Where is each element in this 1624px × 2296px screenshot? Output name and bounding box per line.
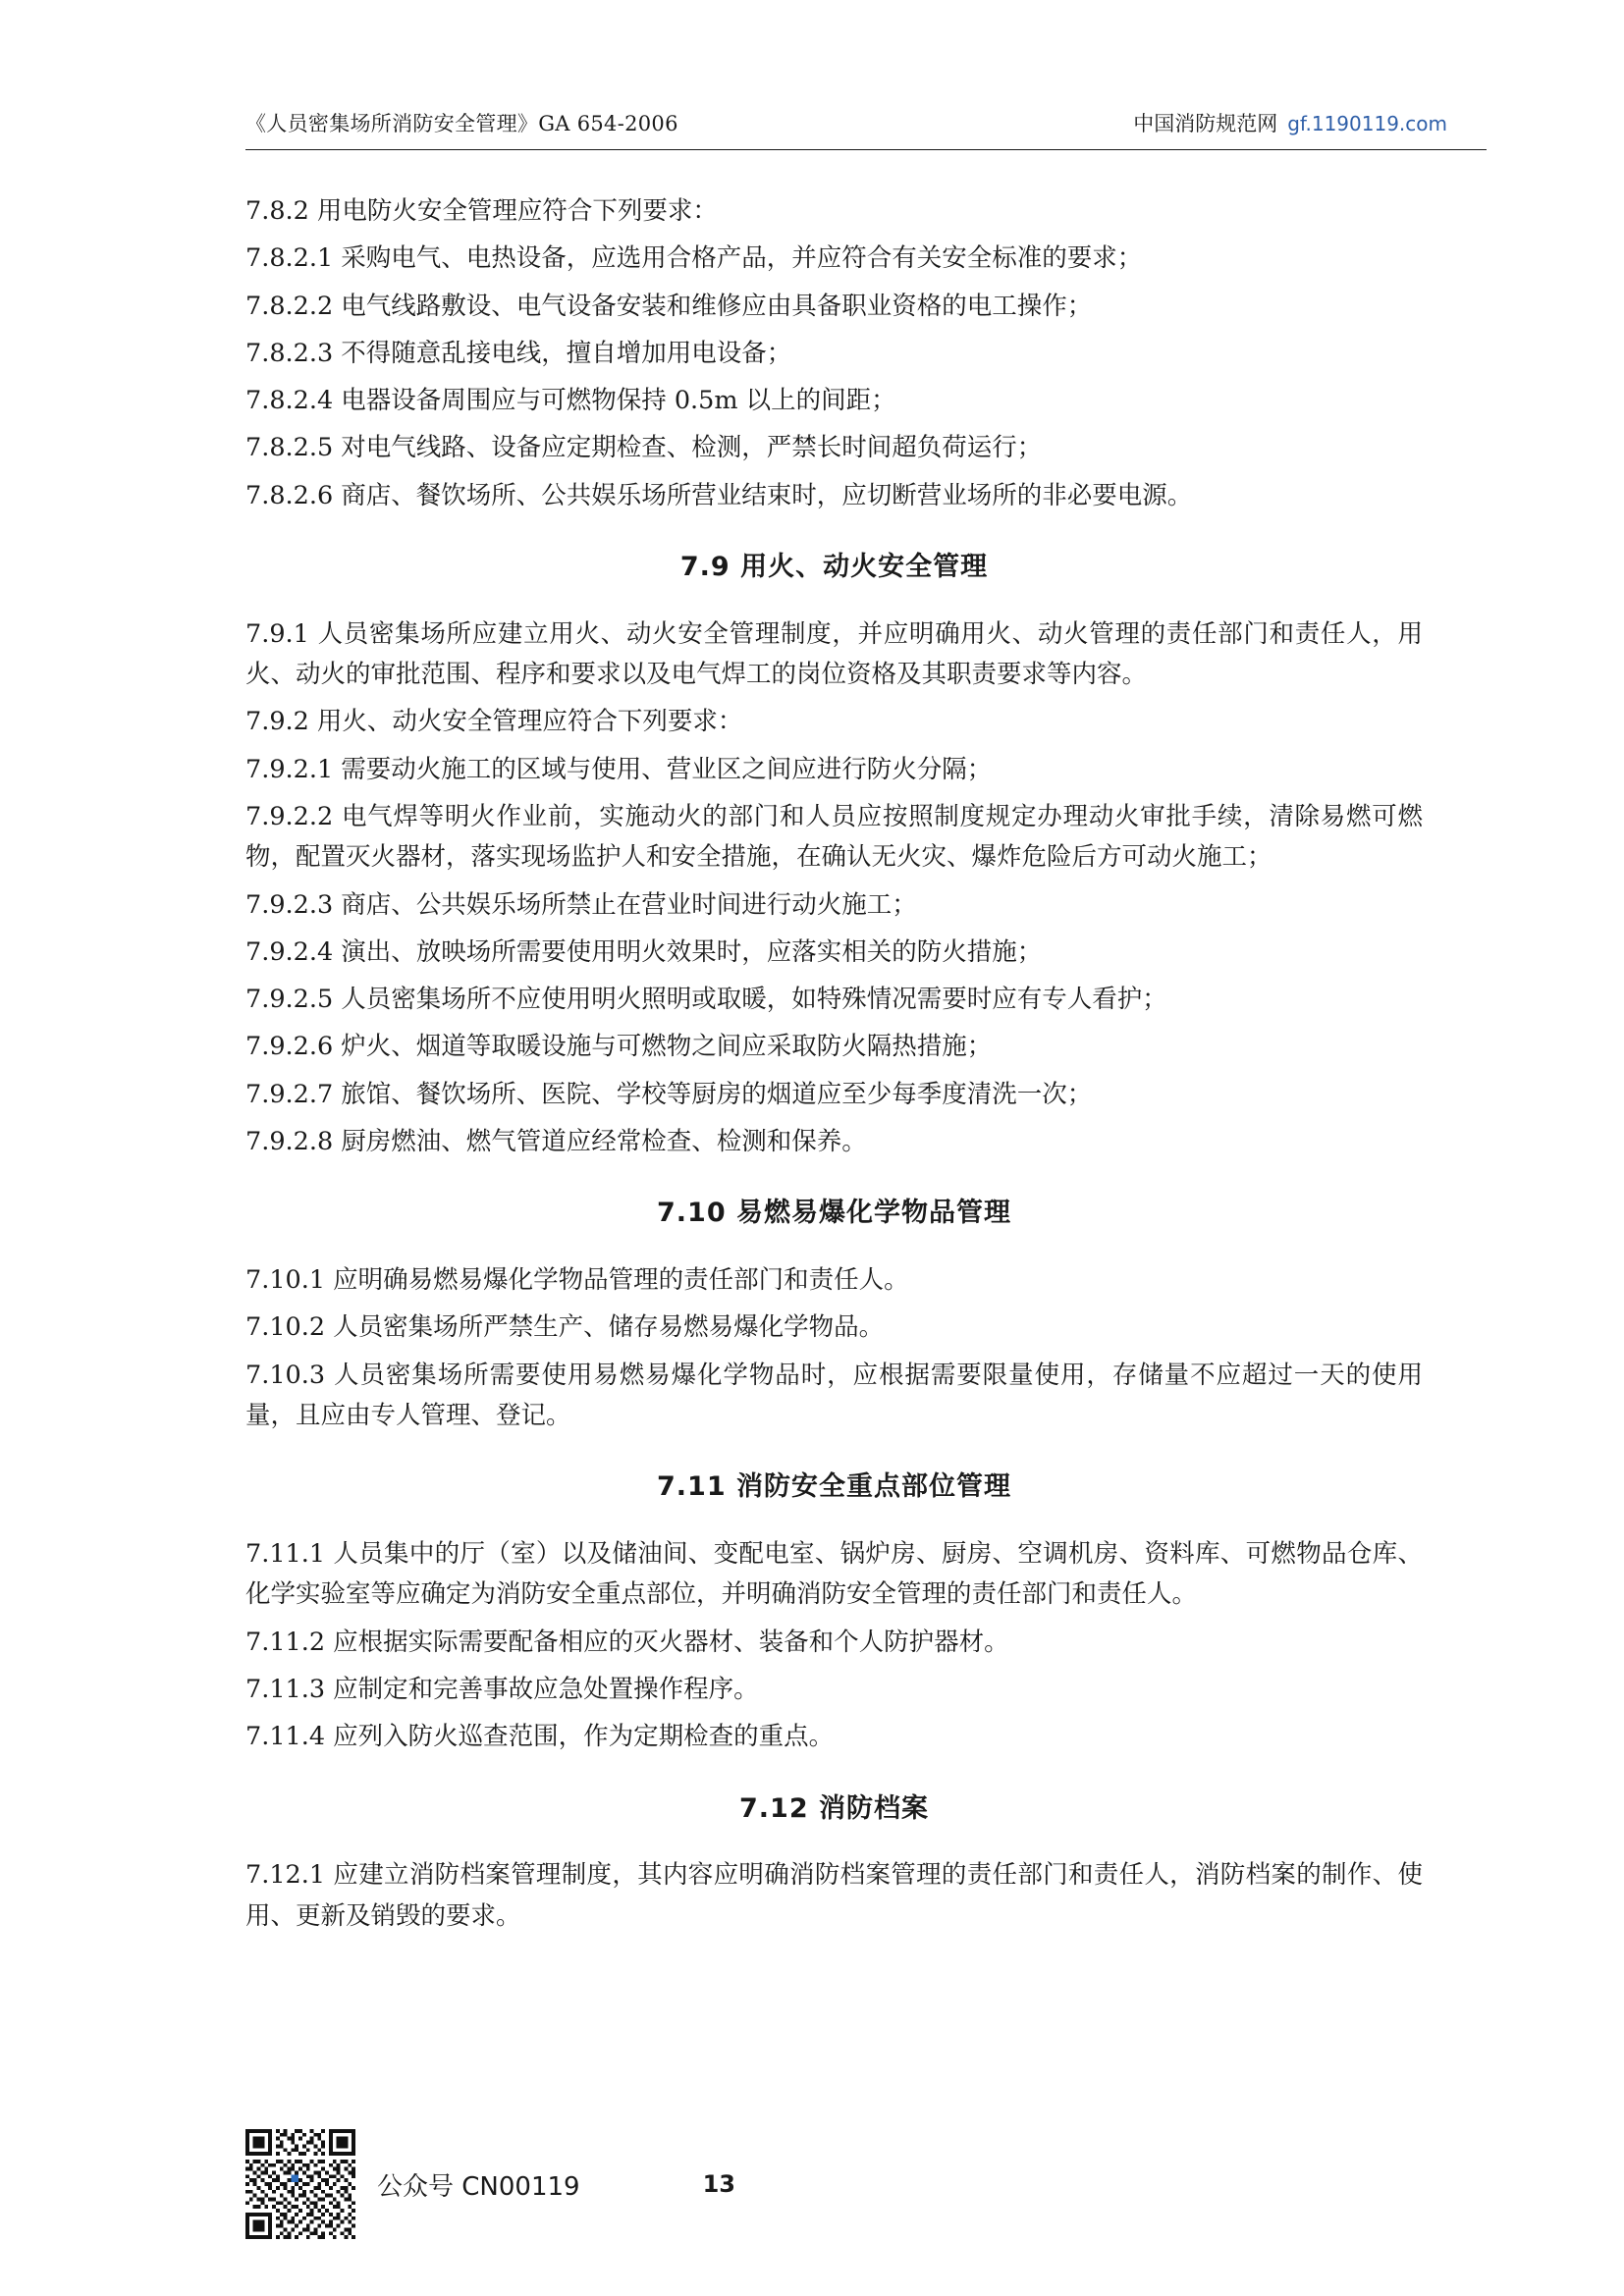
clause-text: 电器设备周围应与可燃物保持 0.5m 以上的间距； <box>341 386 896 416</box>
clause-text: 不得随意乱接电线，擅自增加用电设备； <box>341 338 792 368</box>
clause-text: 用火、动火安全管理应符合下列要求： <box>316 707 743 737</box>
clause-number: 7.9.2.6 <box>245 1032 334 1062</box>
clause-number: 7.9.2.5 <box>245 985 334 1015</box>
clause-number: 7.10.3 <box>245 1360 326 1390</box>
clause-7-9-2-6 <box>245 1027 1423 1067</box>
clause-7-11-1 <box>245 1534 1423 1616</box>
clause-text: 人员密集场所应建立用火、动火安全管理制度，并应明确用火、动火管理的责任部门和责任人，用火、动火的审批范围、程序和要求以及电气焊工的岗位资格及其职责要求等内容。 <box>245 618 1423 690</box>
clause-7-8-2-6 <box>245 476 1423 516</box>
clause-7-9-1 <box>245 614 1423 696</box>
clause-number: 7.11.4 <box>245 1722 326 1752</box>
clause-7-8-2-1 <box>245 239 1423 279</box>
clause-number: 7.12.1 <box>245 1860 326 1891</box>
clause-text: 对电气线路、设备应定期检查、检测，严禁长时间超负荷运行； <box>341 433 1043 463</box>
clause-7-8-2-3 <box>245 334 1423 374</box>
clause-7-10-1 <box>245 1260 1423 1301</box>
clause-number: 7.9.1 <box>245 618 309 649</box>
clause-text: 人员密集场所严禁生产、储存易燃易爆化学物品。 <box>333 1312 885 1343</box>
clause-7-9-2-2 <box>245 797 1423 879</box>
clause-7-8-2-5 <box>245 428 1423 468</box>
clause-text: 用电防火安全管理应符合下列要求： <box>316 196 718 226</box>
clause-number: 7.9.2.1 <box>245 754 334 784</box>
section-heading-7-12: 7.12 消防档案 <box>738 1792 930 1824</box>
clause-number: 7.8.2.1 <box>245 243 334 274</box>
clause-7-9-2-5 <box>245 980 1423 1020</box>
clause-7-8-2 <box>245 191 1423 232</box>
header-watermark <box>1133 108 1447 137</box>
qr-code-icon <box>245 2129 355 2239</box>
clause-7-11-3 <box>245 1670 1423 1710</box>
clause-number: 7.8.2.4 <box>245 386 334 416</box>
section-heading-7-11: 7.11 消防安全重点部位管理 <box>656 1471 1012 1503</box>
clause-number: 7.9.2.7 <box>245 1079 334 1109</box>
clause-number: 7.11.2 <box>245 1627 326 1657</box>
clause-7-9-2 <box>245 702 1423 742</box>
clause-7-8-2-2 <box>245 287 1423 327</box>
clause-7-9-2-1 <box>245 750 1423 790</box>
clause-7-9-2-8 <box>245 1122 1423 1162</box>
page-header <box>0 0 1624 137</box>
clause-number: 7.11.3 <box>245 1674 326 1704</box>
document-body <box>0 150 1624 1937</box>
clause-number: 7.8.2 <box>245 196 309 226</box>
clause-number: 7.9.2.8 <box>245 1127 334 1157</box>
clause-text: 旅馆、餐饮场所、医院、学校等厨房的烟道应至少每季度清洗一次； <box>341 1079 1093 1109</box>
clause-text: 应建立消防档案管理制度，其内容应明确消防档案管理的责任部门和责任人，消防档案的制作、使用、更新及销毁的要求。 <box>245 1860 1423 1931</box>
page-number: 13 <box>702 2170 735 2198</box>
clause-number: 7.10.2 <box>245 1312 326 1343</box>
clause-number: 7.11.1 <box>245 1539 326 1570</box>
clause-text: 电气焊等明火作业前，实施动火的部门和人员应按照制度规定办理动火审批手续，清除易燃可燃物，配置灭火器材，落实现场监护人和安全措施，在确认无火灾、爆炸危险后方可动火施工； <box>245 802 1423 873</box>
page-footer <box>0 2129 1624 2239</box>
clause-text: 演出、放映场所需要使用明火效果时，应落实相关的防火措施； <box>341 936 1043 967</box>
qr-code-svg <box>245 2129 355 2239</box>
clause-text: 商店、餐饮场所、公共娱乐场所营业结束时，应切断营业场所的非必要电源。 <box>341 480 1193 510</box>
clause-7-9-2-4 <box>245 933 1423 973</box>
clause-number: 7.10.1 <box>245 1265 326 1296</box>
clause-text: 应列入防火巡查范围，作为定期检查的重点。 <box>333 1722 835 1752</box>
clause-7-9-2-7 <box>245 1075 1423 1115</box>
clause-number: 7.9.2 <box>245 707 309 737</box>
clause-number: 7.9.2.2 <box>245 802 334 831</box>
clause-7-9-2-3 <box>245 885 1423 926</box>
clause-text: 采购电气、电热设备，应选用合格产品，并应符合有关安全标准的要求； <box>341 243 1143 274</box>
clause-text: 炉火、烟道等取暖设施与可燃物之间应采取防火隔热措施； <box>341 1032 993 1062</box>
clause-number: 7.8.2.6 <box>245 480 334 510</box>
section-heading-7-9: 7.9 用火、动火安全管理 <box>679 552 989 583</box>
clause-7-10-2 <box>245 1308 1423 1348</box>
clause-number: 7.9.2.4 <box>245 936 334 967</box>
clause-7-10-3 <box>245 1356 1423 1437</box>
clause-7-11-4 <box>245 1717 1423 1757</box>
clause-text: 应制定和完善事故应急处置操作程序。 <box>333 1674 759 1704</box>
clause-7-11-2 <box>245 1623 1423 1663</box>
section-heading-7-10: 7.10 易燃易爆化学物品管理 <box>656 1198 1012 1229</box>
clause-number: 7.8.2.5 <box>245 433 334 463</box>
clause-number: 7.9.2.3 <box>245 889 334 920</box>
clause-number: 7.8.2.3 <box>245 338 334 368</box>
clause-text: 电气线路敷设、电气设备安装和维修应由具备职业资格的电工操作； <box>341 291 1093 321</box>
clause-text: 应根据实际需要配备相应的灭火器材、装备和个人防护器材。 <box>333 1627 1009 1657</box>
header-standard-title: 《人员密集场所消防安全管理》GA 654-2006 <box>245 112 678 135</box>
clause-text: 需要动火施工的区域与使用、营业区之间应进行防火分隔； <box>341 754 993 784</box>
clause-text: 人员密集场所需要使用易燃易爆化学物品时，应根据需要限量使用，存储量不应超过一天的使用量，且应由专人管理、登记。 <box>245 1360 1423 1430</box>
clause-7-8-2-4 <box>245 381 1423 421</box>
clause-7-12-1 <box>245 1855 1423 1937</box>
clause-text: 商店、公共娱乐场所禁止在营业时间进行动火施工； <box>341 889 917 920</box>
header-site-url[interactable]: gf.1190119.com <box>1287 112 1447 135</box>
clause-text: 应明确易燃易爆化学物品管理的责任部门和责任人。 <box>333 1265 909 1296</box>
clause-number: 7.8.2.2 <box>245 291 334 321</box>
clause-text: 厨房燃油、燃气管道应经常检查、检测和保养。 <box>341 1127 867 1157</box>
clause-text: 人员密集场所不应使用明火照明或取暖，如特殊情况需要时应有专人看护； <box>341 985 1167 1015</box>
wechat-account-label: 公众号 CN00119 <box>377 2171 580 2202</box>
clause-text: 人员集中的厅（室）以及储油间、变配电室、锅炉房、厨房、空调机房、资料库、可燃物品仓库、化学实验室等应确定为消防安全重点部位，并明确消防安全管理的责任部门和责任人。 <box>245 1539 1423 1610</box>
header-site-name: 中国消防规范网 <box>1133 112 1278 135</box>
